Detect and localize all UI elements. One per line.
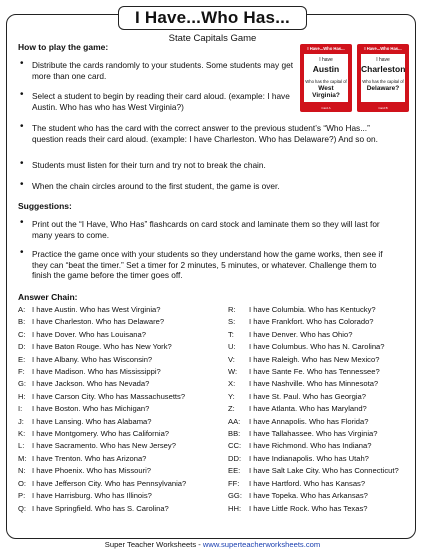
chain-letter: I:: [18, 404, 23, 414]
page-title: I Have...Who Has...: [135, 8, 290, 27]
chain-text: I have Denver. Who has Ohio?: [249, 329, 353, 339]
card-footer: Card B: [378, 106, 388, 110]
chain-text: I have Frankfort. Who has Colorado?: [249, 317, 374, 327]
chain-row: [228, 329, 399, 341]
chain-row: [228, 490, 399, 502]
card-state: Delaware?: [366, 85, 400, 92]
chain-letter: GG:: [228, 491, 242, 501]
step-4: • Students must listen for their turn and try not to break the chain.: [32, 160, 392, 171]
chain-row: [18, 378, 186, 390]
chain-letter: D:: [18, 342, 26, 352]
chain-text: I have Trenton. Who has Arizona?: [32, 453, 147, 463]
chain-text: I have Indianapolis. Who has Utah?: [249, 453, 369, 463]
how-to-heading: How to play the game:: [18, 42, 109, 52]
chain-row: [228, 428, 399, 440]
chain-row: [228, 453, 399, 465]
example-card-a: [300, 44, 352, 112]
suggestions-heading: Suggestions:: [18, 201, 72, 211]
chain-letter: P:: [18, 491, 26, 501]
chain-row: [228, 478, 399, 490]
chain-letter: Z:: [228, 404, 235, 414]
chain-row: [228, 378, 399, 390]
chain-text: I have Raleigh. Who has New Mexico?: [249, 354, 380, 364]
chain-row: [18, 354, 186, 366]
chain-text: I have Albany. Who has Wisconsin?: [32, 354, 153, 364]
chain-text: I have Hartford. Who has Kansas?: [249, 478, 366, 488]
chain-letter: F:: [18, 367, 25, 377]
chain-text: I have Nashville. Who has Minnesota?: [249, 379, 379, 389]
card-city: Charleston: [361, 64, 406, 74]
chain-row: [18, 490, 186, 502]
chain-letter: V:: [228, 354, 235, 364]
chain-row: [228, 416, 399, 428]
chain-text: I have Atlanta. Who has Maryland?: [249, 404, 367, 414]
chain-text: I have Sacramento. Who has New Jersey?: [32, 441, 176, 451]
chain-letter: AA:: [228, 416, 241, 426]
chain-row: [18, 428, 186, 440]
chain-letter: N:: [18, 466, 26, 476]
card-footer: Card A: [321, 106, 331, 110]
chain-text: I have Dover. Who has Louisana?: [32, 329, 146, 339]
chain-row: [228, 440, 399, 452]
chain-letter: O:: [18, 478, 27, 488]
chain-text: I have Madison. Who has Mississippi?: [32, 367, 161, 377]
chain-text: I have Harrisburg. Who has Illinois?: [32, 491, 152, 501]
chain-text: I have Annapolis. Who has Florida?: [249, 416, 369, 426]
chain-text: I have Lansing. Who has Alabama?: [32, 416, 152, 426]
chain-text: I have Springfield. Who has S. Carolina?: [32, 503, 169, 513]
chain-letter: DD:: [228, 453, 242, 463]
chain-text: I have Charleston. Who has Delaware?: [32, 317, 165, 327]
chain-text: I have Salt Lake City. Who has Connecticut?: [249, 466, 399, 476]
card-body: [304, 54, 348, 102]
chain-text: I have Boston. Who has Michigan?: [32, 404, 150, 414]
chain-text: I have Columbus. Who has N. Carolina?: [249, 342, 385, 352]
chain-row: [228, 341, 399, 353]
suggestion-2: • Practice the game once with your students so they understand how the game works, then see if they can “beat the timer.” Set a timer for 2 minutes, 5 minutes, or whatever. Challenge them to finish the game before the timer goes off.: [32, 249, 392, 281]
suggestion-1: • Print out the “I Have, Who Has” flashcards on card stock and laminate them so they will last for many years to come.: [32, 219, 392, 240]
chain-letter: CC:: [228, 441, 242, 451]
chain-row: [18, 503, 186, 515]
chain-letter: B:: [18, 317, 26, 327]
chain-letter: C:: [18, 329, 26, 339]
chain-text: I have Little Rock. Who has Texas?: [249, 503, 368, 513]
chain-row: [18, 403, 186, 415]
page-footer: [0, 540, 425, 549]
chain-row: [18, 391, 186, 403]
chain-row: [228, 316, 399, 328]
answer-chain-right: [228, 304, 399, 515]
title-box: [118, 6, 307, 30]
step-5: • When the chain circles around to the first student, the game is over.: [32, 181, 392, 192]
chain-letter: Y:: [228, 391, 235, 401]
chain-row: [18, 341, 186, 353]
chain-text: I have Richmond. Who has Indiana?: [249, 441, 372, 451]
chain-row: [228, 391, 399, 403]
chain-letter: L:: [18, 441, 25, 451]
chain-row: [18, 416, 186, 428]
card-city: Austin: [312, 64, 340, 74]
step-1: • Distribute the cards randomly to your students. Some students may get more than one card.: [32, 60, 302, 81]
chain-text: I have Montgomery. Who has California?: [32, 429, 170, 439]
chain-text: I have Jefferson City. Who has Pennsylvania?: [32, 478, 187, 488]
chain-text: I have Phoenix. Who has Missouri?: [32, 466, 152, 476]
chain-letter: S:: [228, 317, 236, 327]
chain-letter: H:: [18, 391, 26, 401]
card-header: I Have...Who Has...: [364, 46, 402, 51]
chain-text: I have Baton Rouge. Who has New York?: [32, 342, 172, 352]
chain-letter: G:: [18, 379, 27, 389]
chain-row: [228, 503, 399, 515]
card-i-have: I have: [376, 57, 390, 63]
chain-text: I have Topeka. Who has Arkansas?: [249, 491, 368, 501]
chain-row: [18, 316, 186, 328]
chain-row: [18, 366, 186, 378]
chain-letter: K:: [18, 429, 26, 439]
footer-url: www.superteacherworksheets.com: [202, 540, 321, 549]
chain-letter: BB:: [228, 429, 241, 439]
card-i-have: I have: [319, 57, 333, 63]
card-header: I Have...Who Has...: [307, 46, 345, 51]
chain-letter: Q:: [18, 503, 27, 513]
chain-letter: FF:: [228, 478, 240, 488]
chain-letter: X:: [228, 379, 236, 389]
chain-row: [228, 465, 399, 477]
answer-chain-left: [18, 304, 186, 515]
card-question: Who has the capital of: [362, 79, 404, 84]
chain-letter: R:: [228, 305, 236, 314]
card-body: [361, 54, 405, 102]
chain-row: [18, 453, 186, 465]
chain-row: [18, 329, 186, 341]
step-2: • Select a student to begin by reading their card aloud. (example: I have Austin. Who has who has West Virginia?): [32, 91, 302, 112]
footer-label: Super Teacher Worksheets -: [104, 540, 203, 549]
chain-row: [18, 478, 186, 490]
chain-letter: J:: [18, 416, 24, 426]
chain-letter: A:: [18, 305, 26, 314]
chain-row: [18, 440, 186, 452]
answer-chain-heading: Answer Chain:: [18, 292, 78, 302]
chain-row: [18, 465, 186, 477]
chain-row: [18, 304, 186, 316]
chain-row: [228, 403, 399, 415]
chain-letter: E:: [18, 354, 26, 364]
chain-text: I have Sante Fe. Who has Tennessee?: [249, 367, 380, 377]
chain-letter: HH:: [228, 503, 242, 513]
card-question: Who has the capital of: [305, 79, 347, 84]
chain-text: I have Austin. Who has West Virginia?: [32, 305, 161, 314]
page-subtitle: State Capitals Game: [168, 33, 257, 44]
chain-row: [228, 304, 399, 316]
chain-letter: U:: [228, 342, 236, 352]
chain-letter: T:: [228, 329, 234, 339]
step-3: • The student who has the card with the correct answer to the previous student’s “Who Has...” question reads their card aloud. (example: I have Charleston. Who has Delaware?) And so on.: [32, 123, 392, 144]
chain-text: I have Tallahassee. Who has Virginia?: [249, 429, 378, 439]
chain-letter: M:: [18, 453, 27, 463]
chain-text: I have Carson City. Who has Massachusetts?: [32, 391, 186, 401]
chain-row: [228, 366, 399, 378]
card-state: West Virginia?: [312, 85, 340, 99]
example-card-b: [357, 44, 409, 112]
chain-row: [228, 354, 399, 366]
chain-text: I have St. Paul. Who has Georgia?: [249, 391, 366, 401]
chain-letter: W:: [228, 367, 238, 377]
chain-text: I have Jackson. Who has Nevada?: [32, 379, 150, 389]
chain-letter: EE:: [228, 466, 241, 476]
chain-text: I have Columbia. Who has Kentucky?: [249, 305, 376, 314]
